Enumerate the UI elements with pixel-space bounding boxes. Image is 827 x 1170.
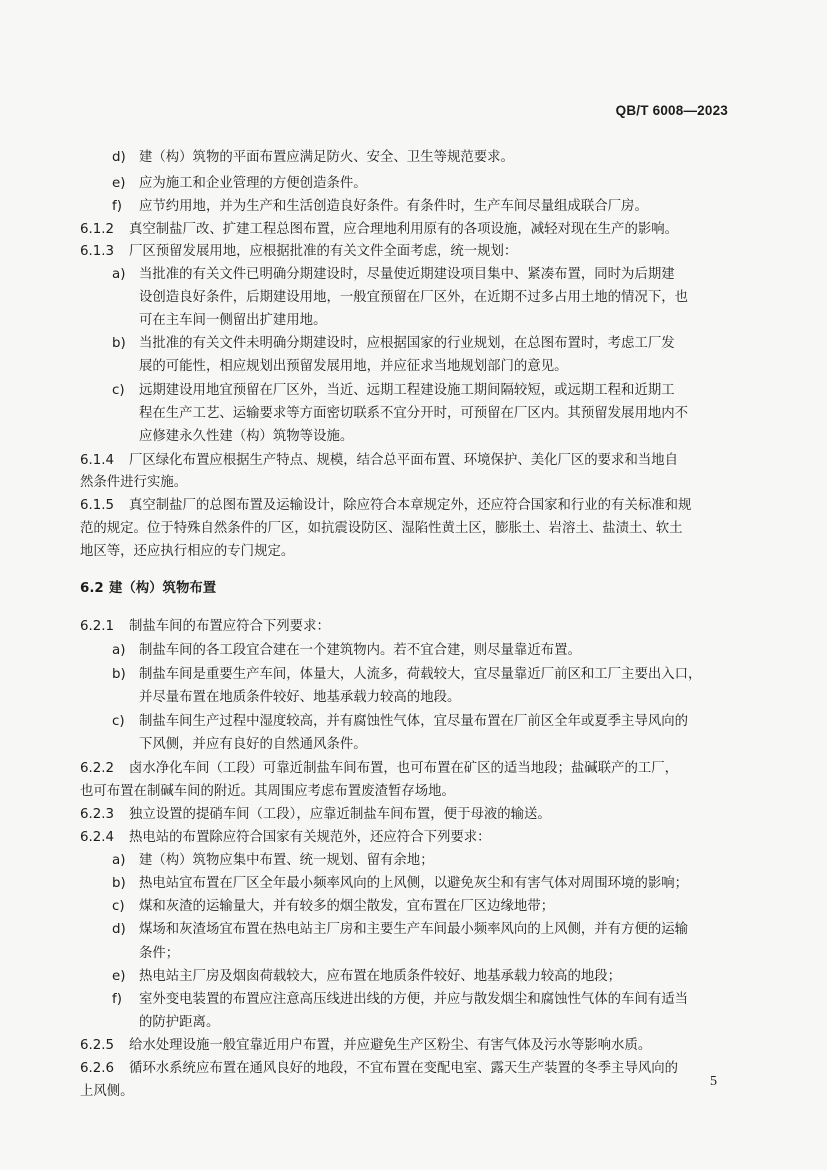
clause	[80, 244, 517, 262]
continuation-line: 应修建永久性建（构）筑物等设施。	[139, 429, 354, 444]
clause	[80, 619, 330, 637]
item-marker: f)	[112, 992, 122, 1007]
clause	[80, 830, 491, 848]
clause-text: 给水处理设施一般宜靠近用户布置，并应避免生产区粉尘、有害气体及污水等影响水质。	[129, 1038, 652, 1053]
list-item	[112, 714, 688, 732]
list-item	[112, 150, 514, 168]
continuation-line: 范的规定。位于特殊自然条件的厂区，如抗震设防区、湿陷性黄土区，膨胀土、岩溶土、盐渍土、软土	[80, 521, 683, 536]
item-text: 制盐车间生产过程中湿度较高，并有腐蚀性气体，宜尽量布置在厂前区全年或夏季主导风向的	[139, 714, 689, 729]
list-item	[112, 853, 434, 871]
clause	[80, 498, 691, 516]
list-item	[112, 643, 581, 661]
item-marker: a)	[112, 643, 126, 658]
continuation-line: 条件；	[139, 946, 180, 961]
continuation-line: 上风侧。	[80, 1084, 134, 1099]
item-text: 制盐车间的各工段宜合建在一个建筑物内。若不宜合建，则尽量靠近布置。	[139, 643, 581, 658]
item-marker: e)	[112, 176, 126, 191]
list-item	[112, 992, 688, 1010]
item-marker: f)	[112, 199, 122, 214]
item-marker: c)	[112, 899, 125, 914]
clause-number: 6.2.3	[80, 807, 115, 822]
clause-text: 循环水系统应布置在通风良好的地段，不宜布置在变配电室、露天生产装置的冬季主导风向的	[129, 1061, 679, 1076]
item-text: 当批准的有关文件未明确分期建设时，应根据国家的行业规划，在总图布置时，考虑工厂发	[139, 336, 675, 351]
clause-text: 独立设置的提硝车间（工段），应靠近制盐车间布置，便于母液的输送。	[129, 807, 551, 822]
continuation-line: 程在生产工艺、运输要求等方面密切联系不宜分开时，可预留在厂区内。其预留发展用地内不	[139, 406, 689, 421]
section-title: 建（构）筑物布置	[109, 581, 217, 596]
list-item	[112, 667, 701, 685]
continuation-line: 设创造良好条件，后期建设用地，一般宜预留在厂区外，在近期不过多占用土地的情况下，也	[139, 290, 689, 305]
clause	[80, 761, 678, 779]
clause	[80, 807, 551, 825]
clause-text: 厂区预留发展用地，应根据批准的有关文件全面考虑，统一规划：	[129, 244, 518, 259]
item-text: 煤和灰渣的运输量大，并有较多的烟尘散发，宜布置在厂区边缘地带；	[139, 899, 555, 914]
section-heading	[80, 581, 216, 599]
item-marker: a)	[112, 853, 126, 868]
standard-code: QB/T 6008—2023	[615, 103, 728, 118]
list-item	[112, 383, 675, 401]
item-text: 室外变电装置的布置应注意高压线进出线的方便，并应与散发烟尘和腐蚀性气体的车间有适当	[139, 992, 689, 1007]
list-item	[112, 336, 675, 354]
list-item	[112, 922, 688, 940]
clause	[80, 453, 678, 471]
item-text: 应节约用地，并为生产和生活创造良好条件。有条件时，生产车间尽量组成联合厂房。	[139, 199, 648, 214]
continuation-line: 并尽量布置在地质条件较好、地基承载力较高的地段。	[139, 690, 461, 705]
continuation-line: 地区等，还应执行相应的专门规定。	[80, 544, 295, 559]
clause-number: 6.2.6	[80, 1061, 115, 1076]
clause-text: 热电站的布置除应符合国家有关规范外，还应符合下列要求：	[129, 830, 491, 845]
clause-number: 6.2.1	[80, 619, 115, 634]
list-item	[112, 969, 621, 987]
item-text: 当批准的有关文件已明确分期建设时，尽量使近期建设项目集中、紧凑布置，同时为后期建	[139, 267, 675, 282]
clause-number: 6.1.3	[80, 244, 115, 259]
continuation-line: 展的可能性，相应规划出预留发展用地，并应征求当地规划部门的意见。	[139, 359, 568, 374]
clause-text: 制盐车间的布置应符合下列要求：	[129, 619, 330, 634]
item-text: 远期建设用地宜预留在厂区外，当近、远期工程建设施工期间隔较短，或远期工程和近期工	[139, 383, 675, 398]
clause-number: 6.2.4	[80, 830, 115, 845]
clause-number: 6.1.4	[80, 453, 115, 468]
item-marker: c)	[112, 383, 125, 398]
continuation-line: 可在主车间一侧留出扩建用地。	[139, 313, 327, 328]
section-number: 6.2	[80, 581, 104, 596]
item-marker: a)	[112, 267, 126, 282]
continuation-line: 然条件进行实施。	[80, 475, 188, 490]
clause-number: 6.2.2	[80, 761, 115, 776]
item-text: 制盐车间是重要生产车间，体量大，人流多，荷载较大，宜尽量靠近厂前区和工厂主要出入口，	[139, 667, 702, 682]
item-text: 应为施工和企业管理的方便创造条件。	[139, 176, 367, 191]
clause	[80, 1061, 678, 1079]
item-marker: b)	[112, 336, 126, 351]
page-number: 5	[710, 1074, 717, 1089]
item-text: 煤场和灰渣场宜布置在热电站主厂房和主要生产车间最小频率风向的上风侧，并有方便的运输	[139, 922, 689, 937]
list-item	[112, 199, 648, 217]
continuation-line: 的防护距离。	[139, 1015, 220, 1030]
clause-text: 真空制盐厂的总图布置及运输设计，除应符合本章规定外，还应符合国家和行业的有关标准和规	[129, 498, 692, 513]
list-item	[112, 899, 554, 917]
clause-text: 厂区绿化布置应根据生产特点、规模，结合总平面布置、环境保护、美化厂区的要求和当地自	[129, 453, 679, 468]
item-marker: b)	[112, 876, 126, 891]
item-text: 热电站主厂房及烟囱荷载较大，应布置在地质条件较好、地基承载力较高的地段；	[139, 969, 622, 984]
clause-number: 6.1.2	[80, 222, 115, 237]
item-text: 热电站宜布置在厂区全年最小频率风向的上风侧，以避免灰尘和有害气体对周围环境的影响；	[139, 876, 689, 891]
continuation-line: 也可布置在制碱车间的附近。其周围应考虑布置废渣暂存场地。	[80, 784, 455, 799]
clause-text: 卤水净化车间（工段）可靠近制盐车间布置，也可布置在矿区的适当地段；盐碱联产的工厂，	[129, 761, 679, 776]
item-text: 建（构）筑物应集中布置、统一规划、留有余地；	[139, 853, 434, 868]
item-marker: d)	[112, 150, 126, 165]
list-item	[112, 176, 367, 194]
list-item	[112, 876, 688, 894]
continuation-line: 下风侧，并应有良好的自然通风条件。	[139, 737, 367, 752]
list-item	[112, 267, 675, 285]
clause-text: 真空制盐厂改、扩建工程总图布置，应合理地利用原有的各项设施，减轻对现在生产的影响。	[129, 222, 679, 237]
clause-number: 6.1.5	[80, 498, 115, 513]
clause	[80, 1038, 651, 1056]
item-text: 建（构）筑物的平面布置应满足防火、安全、卫生等规范要求。	[139, 150, 514, 165]
item-marker: b)	[112, 667, 126, 682]
item-marker: d)	[112, 922, 126, 937]
clause	[80, 222, 678, 240]
clause-number: 6.2.5	[80, 1038, 115, 1053]
item-marker: e)	[112, 969, 126, 984]
item-marker: c)	[112, 714, 125, 729]
